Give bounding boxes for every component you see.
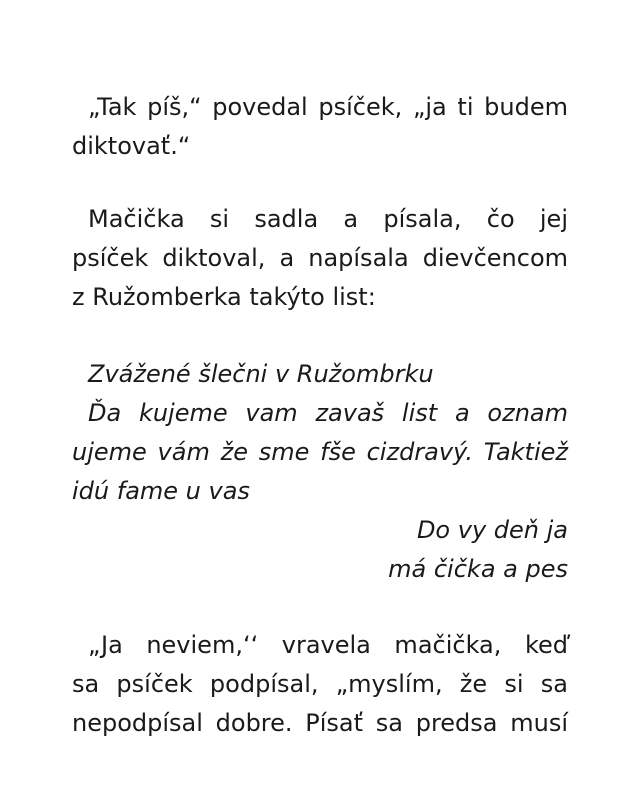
letter-closing-line-1: Do vy deň ja	[416, 516, 568, 544]
paragraph-4-line-3: nepodpísal dobre. Písať sa predsa musí	[72, 709, 568, 737]
letter-salutation: Zvážené šlečni v Ružombrku	[88, 360, 434, 388]
letter-closing-line-2: má čička a pes	[388, 555, 568, 583]
paragraph-1-line-2: diktovať.“	[72, 132, 191, 160]
paragraph-4-line-1: „Ja neviem,‘‘ vravela mačička, keď	[88, 631, 568, 659]
paragraph-2-line-1: Mačička si sadla a písala, čo jej	[88, 205, 568, 233]
letter-body-line-2: ujeme vám že sme fše cizdravý. Taktiež	[72, 438, 568, 466]
paragraph-1-line-1: „Tak píš,“ povedal psíček, „ja ti budem	[88, 93, 568, 121]
paragraph-2-line-2: psíček diktoval, a napísala dievčencom	[72, 244, 568, 272]
letter-body-line-3: idú fame u vas	[72, 477, 250, 505]
paragraph-2-line-3: z Ružomberka takýto list:	[72, 283, 376, 311]
paragraph-4-line-2: sa psíček podpísal, „myslím, že si sa	[72, 670, 568, 698]
letter-body-line-1: Ďa kujeme vam zavaš list a oznam	[88, 399, 568, 427]
